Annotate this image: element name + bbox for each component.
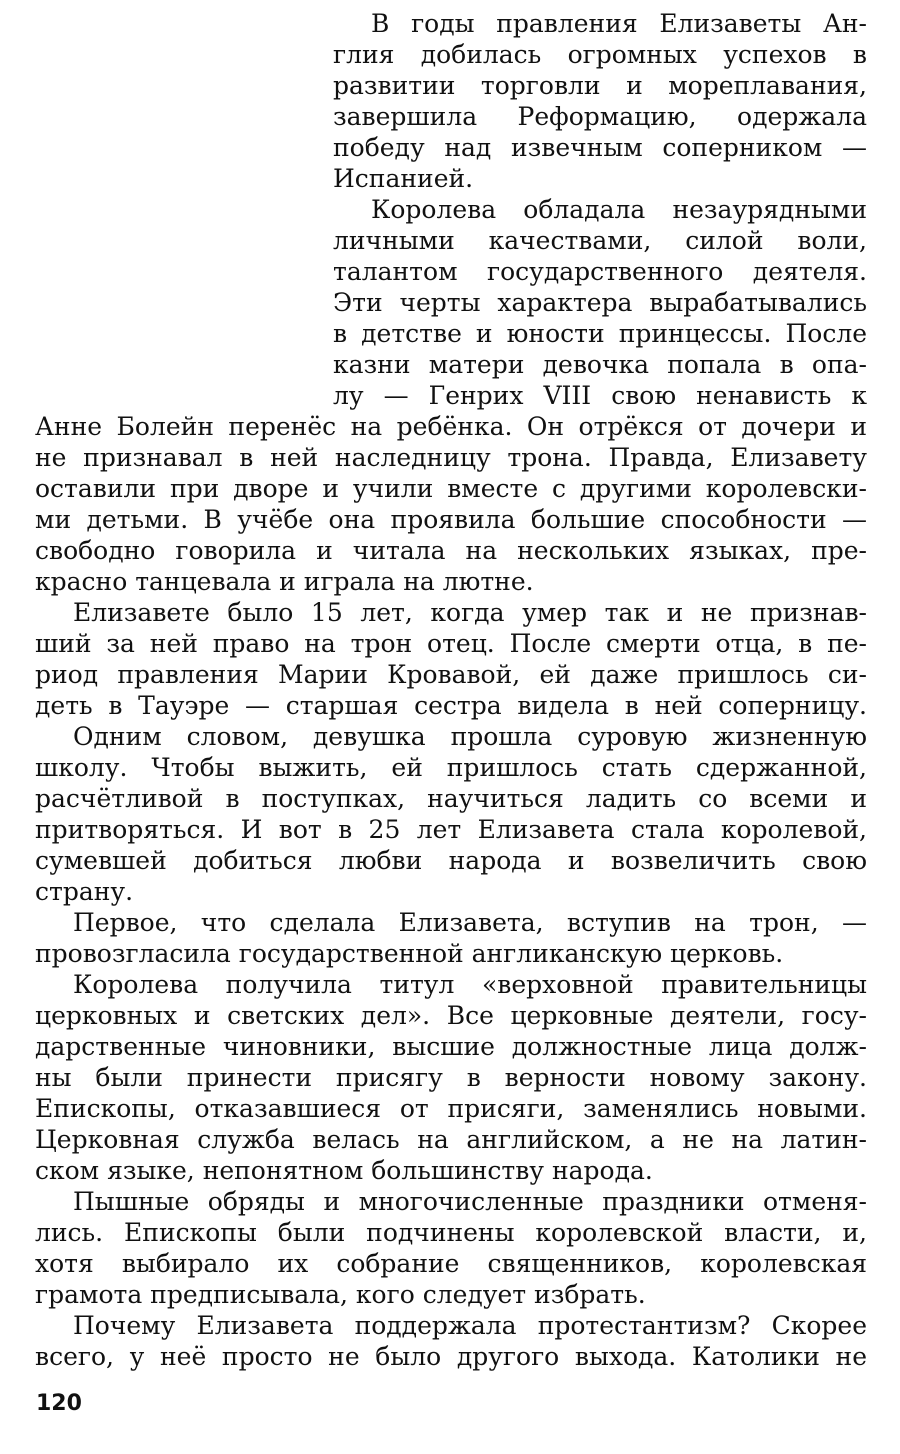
text-line: глия добилась огромных успехов в (333, 40, 867, 69)
text-line: Церковная служба велась на английском, а не на латин- (35, 1125, 867, 1154)
text-line: лу — Генрих VIII свою ненависть к (333, 381, 867, 410)
text-line: церковных и светских дел». Все церковные деятели, госу- (35, 1001, 867, 1030)
text-line: личными качествами, силой воли, (333, 226, 867, 255)
text-line: свободно говорила и читала на нескольких языках, пре- (35, 536, 867, 565)
text-line: развитии торговли и мореплавания, (333, 71, 867, 100)
text-line: талантом государственного деятеля. (333, 257, 867, 286)
text-line: школу. Чтобы выжить, ей пришлось стать сдержанной, (35, 753, 867, 782)
text-line: сумевшей добиться любви народа и возвеличить свою (35, 846, 867, 875)
text-line: казни матери девочка попала в опа- (333, 350, 867, 379)
text-line: лись. Епископы были подчинены королевской власти, и, (35, 1218, 867, 1247)
text-line: Первое, что сделала Елизавета, вступив на трон, — (73, 908, 867, 937)
text-line: в детстве и юности принцессы. После (333, 319, 867, 348)
text-line: Елизавете было 15 лет, когда умер так и не признав- (73, 598, 867, 627)
text-line: Епископы, отказавшиеся от присяги, заменялись новыми. (35, 1094, 867, 1123)
text-line: красно танцевала и играла на лютне. (35, 567, 534, 596)
text-line: дарственные чиновники, высшие должностные лица долж- (35, 1032, 867, 1061)
text-line: ском языке, непонятном большинству народа. (35, 1156, 653, 1185)
text-line: Эти черты характера вырабатывались (333, 288, 867, 317)
text-line: не признавал в ней наследницу трона. Правда, Елизавету (35, 443, 867, 472)
text-line: Испанией. (333, 164, 474, 193)
text-line: грамота предписывала, кого следует избрать. (35, 1280, 646, 1309)
text-line: деть в Тауэре — старшая сестра видела в ней соперницу. (35, 691, 867, 720)
text-line: Почему Елизавета поддержала протестантизм? Скорее (73, 1311, 867, 1340)
text-line: Анне Болейн перенёс на ребёнка. Он отрёкся от дочери и (35, 412, 867, 441)
text-line: хотя выбирало их собрание священников, королевская (35, 1249, 867, 1278)
text-line: ми детьми. В учёбе она проявила большие способности — (35, 505, 867, 534)
text-line: В годы правления Елизаветы Ан- (371, 9, 867, 38)
text-line: Пышные обряды и многочисленные праздники отменя- (73, 1187, 867, 1216)
page-number: 120 (36, 1391, 82, 1416)
text-line: риод правления Марии Кровавой, ей даже пришлось си- (35, 660, 867, 689)
text-line: расчётливой в поступках, научиться ладить со всеми и (35, 784, 867, 813)
text-line: притворяться. И вот в 25 лет Елизавета стала королевой, (35, 815, 867, 844)
text-line: Одним словом, девушка прошла суровую жизненную (73, 722, 867, 751)
text-line: Королева получила титул «верховной правительницы (73, 970, 867, 999)
text-line: провозгласила государственной англиканскую церковь. (35, 939, 784, 968)
text-line: ны были принести присягу в верности новому закону. (35, 1063, 867, 1092)
text-line: завершила Реформацию, одержала (333, 102, 867, 131)
text-line: победу над извечным соперником — (333, 133, 867, 162)
text-line: оставили при дворе и учили вместе с другими королевски- (35, 474, 867, 503)
text-line: Королева обладала незаурядными (371, 195, 867, 224)
text-line: страну. (35, 877, 134, 906)
text-line: ший за ней право на трон отец. После смерти отца, в пе- (35, 629, 867, 658)
text-line: всего, у неё просто не было другого выхода. Католики не (35, 1342, 867, 1371)
